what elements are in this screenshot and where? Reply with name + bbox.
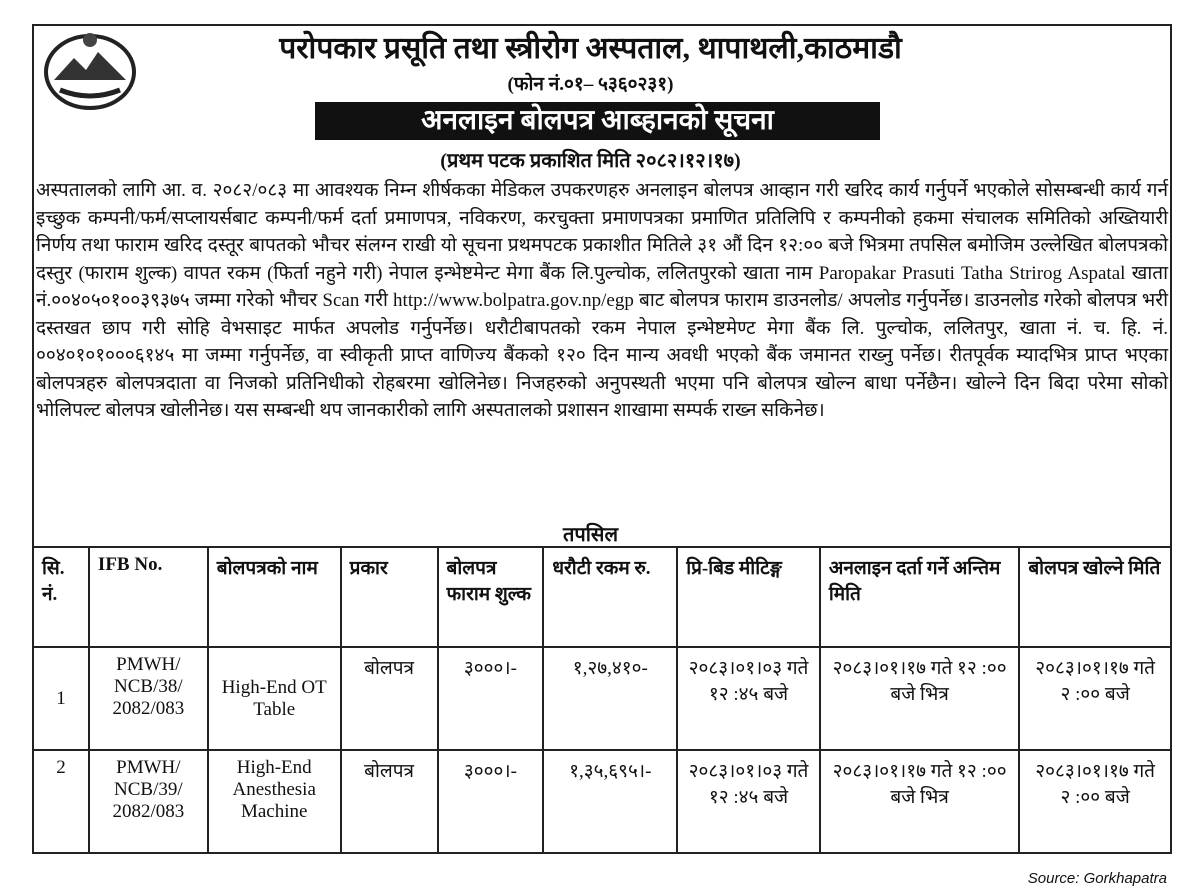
cell-type: बोलपत्र xyxy=(341,647,438,750)
table-row xyxy=(33,750,1171,853)
cell-prebid: २०८३।०१।०३ गते १२ :४५ बजे xyxy=(677,750,820,853)
cell-type: बोलपत्र xyxy=(341,750,438,853)
cell-ifb: PMWH/ NCB/39/ 2082/083 xyxy=(89,750,208,853)
cell-fee: ३०००।- xyxy=(438,750,544,853)
cell-opening: २०८३।०१।१७ गते २ :०० बजे xyxy=(1019,647,1171,750)
publish-date: (प्रथम पटक प्रकाशित मिति २०८२।१२।१७) xyxy=(440,150,741,172)
notice-body: अस्पतालको लागि आ. व. २०८२/०८३ मा आवश्यक निम्न शीर्षकका मेडिकल उपकरणहरु अनलाइन बोलपत्र आव्हान गरी खरिद कार्य गर्नुपर्ने भएकोले सोसम्बन्धी कार्य गर्न इच्छुक कम्पनी/फर्म/सप्लायर्सबाट कम्पनी/फर्म दर्ता प्रमाणपत्र, नविकरण, करचुक्ता प्रमाणपत्रका प्रमाणित प्रतिलिपि र कम्पनीको हकमा संचालक समितिको अख्तियारी निर्णय तथा फाराम खरिद दस्तूर बापतको भौचर संलग्न राखी यो सूचना प्रथमपटक प्रकाशीत मितिले ३१ औं दिन १२:०० बजे भित्रमा तपसिल बमोजिम उल्लेखित बोलपत्रको दस्तुर (फाराम शुल्क) वापत रकम (फिर्ता नहुने गरी) नेपाल इन्भेष्टमेन्ट मेगा बैंक लि.पुल्चोक, ललितपुरको खाता नाम Paropakar Prasuti Tatha Strirog Aspatal खाता नं.००४०५०१००३९३७५ जम्मा गरेको भौचर Scan गरी http://www.bolpatra.gov.np/egp बाट बोलपत्र फाराम डाउनलोड/ अपलोड गर्नुपर्नेछ। डाउनलोड गरेको बोलपत्र भरी दस्तखत छाप गरी सोहि वेभसाइट मार्फत अपलोड गर्नुपर्नेछ। धरौटीबापतको रकम नेपाल इन्भेष्टमेण्ट मेगा बैंक लि. पुल्चोक, ललितपुर, खाता नं. च. हि. नं. ००४०१०१०००६१४५ मा जम्मा गर्नुपर्नेछ, वा स्वीकृती प्राप्त वाणिज्य बैंकको १२० दिन मान्य अवधी भएको बैंक जमानत राख्नु पर्नेछ। रीतपूर्वक म्यादभित्र प्राप्त भएका बोलपत्रहरु बोलपत्रदाता वा निजको प्रतिनिधीको रोहबरमा खोलिनेछ। निजहरुको अनुपस्थती भएमा पनि बोलपत्र खोल्न बाधा पर्नेछैन। खोल्ने दिन बिदा परेमा सोको भोलिपल्ट बोलपत्र खोलीनेछ। यस सम्बन्धी थप जानकारीको लागि अस्पतालको प्रशासन शाखामा सम्पर्क राख्न सकिनेछ। xyxy=(36,180,1168,421)
col-ifb: IFB No. xyxy=(89,547,208,647)
cell-deadline: २०८३।०१।१७ गते १२ :०० बजे भित्र xyxy=(820,647,1019,750)
cell-opening: २०८३।०१।१७ गते २ :०० बजे xyxy=(1019,750,1171,853)
cell-deadline: २०८३।०१।१७ गते १२ :०० बजे भित्र xyxy=(820,750,1019,853)
col-prebid: प्रि-बिड मीटिङ्ग xyxy=(677,547,820,647)
col-deposit: धरौटी रकम रु. xyxy=(543,547,677,647)
table-header-row xyxy=(33,547,1171,647)
cell-ifb: PMWH/ NCB/38/ 2082/083 xyxy=(89,647,208,750)
cell-serial: 1 xyxy=(33,647,89,750)
table-row xyxy=(33,647,1171,750)
cell-deposit: १,३५,६९५।- xyxy=(543,750,677,853)
cell-name: High-End OT Table xyxy=(208,647,341,750)
cell-serial: 2 xyxy=(33,750,89,853)
source-credit: Source: Gorkhapatra xyxy=(1027,870,1167,887)
cell-fee: ३०००।- xyxy=(438,647,544,750)
schedule-heading xyxy=(0,520,1181,547)
col-type: प्रकार xyxy=(341,547,438,647)
hospital-title: परोपकार प्रसूति तथा स्त्रीरोग अस्पताल, थापाथली,काठमाडौ xyxy=(279,32,902,65)
cell-deposit: १,२७,४१०- xyxy=(543,647,677,750)
tender-table xyxy=(32,546,1172,854)
col-opening: बोलपत्र खोल्ने मिति xyxy=(1019,547,1171,647)
col-deadline: अनलाइन दर्ता गर्ने अन्तिम मिति xyxy=(820,547,1019,647)
col-serial: सि. नं. xyxy=(33,547,89,647)
col-name: बोलपत्रको नाम xyxy=(208,547,341,647)
cell-name: High-End Anesthesia Machine xyxy=(208,750,341,853)
phone-number: (फोन नं.०१– ५३६०२३१) xyxy=(507,74,674,95)
col-fee: बोलपत्र फाराम शुल्क xyxy=(438,547,544,647)
notice-heading-banner: अनलाइन बोलपत्र आब्हानको सूचना xyxy=(315,102,880,140)
schedule-heading-text: तपसिल xyxy=(562,524,619,546)
cell-prebid: २०८३।०१।०३ गते १२ :४५ बजे xyxy=(677,647,820,750)
